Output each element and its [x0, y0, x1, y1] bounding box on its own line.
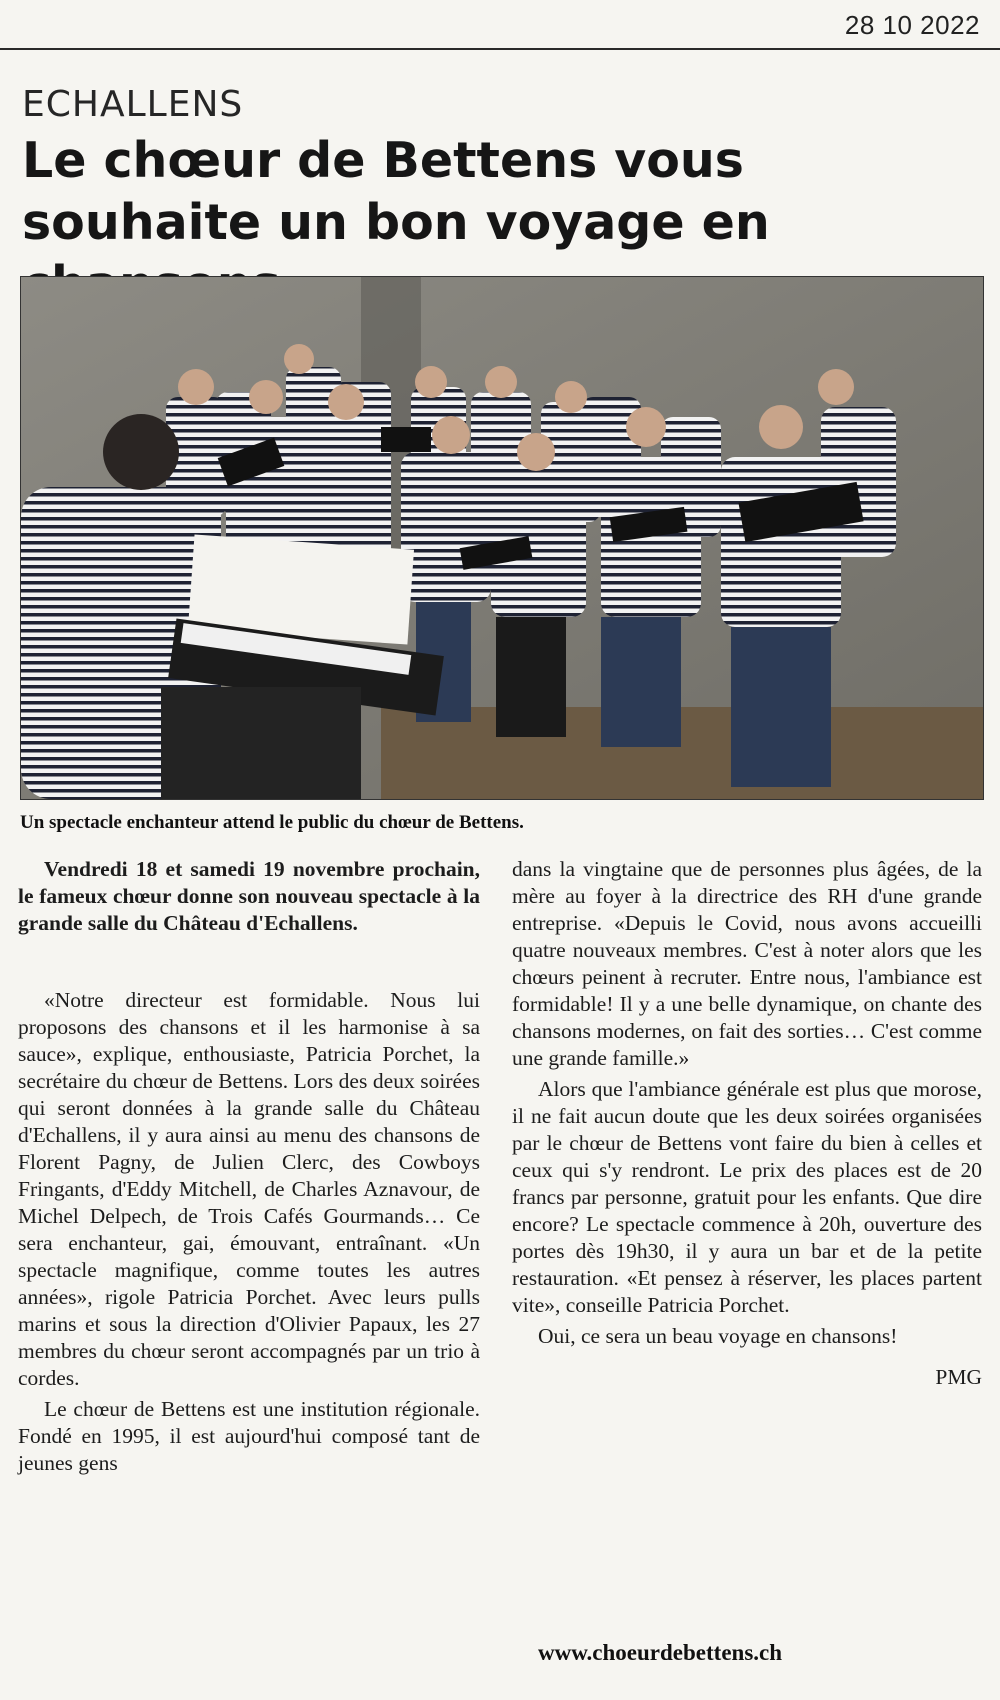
choir-photo — [20, 276, 984, 800]
author-signature: PMG — [935, 1365, 982, 1389]
header-rule — [0, 48, 1000, 50]
article-lead: Vendredi 18 et samedi 19 novembre prochain, le fameux chœur donne son nouveau spectacle à la grande salle du Château d'Echallens. — [18, 857, 480, 935]
body-paragraph: «Notre directeur est formidable. Nous lui proposons des chansons et il les harmonise à sa sauce», explique, enthousiaste, Patricia Porchet, la secrétaire du chœur de Bettens. Lors des deux soirées qui seront données à la grande salle du Château d'Echallens, il y aura ainsi au menu des chansons de Florent Pagny, de Julien Clerc, des Cowboys Fringants, d'Eddy Mitchell, de Charles Aznavour, de Michel Delpech, de Trois Cafés Gourmands… Ce sera enchanteur, gai, émouvant, entraînant. «Un spectacle magnifique, comme toutes les autres années», rigole Patricia Porchet. Avec leurs pulls marins et sous la direction d'Olivier Papaux, les 27 membres du chœur seront accompagnés par un trio à cordes. — [18, 988, 480, 1390]
article-column-right — [512, 856, 982, 1391]
article-kicker: ECHALLENS — [22, 84, 244, 125]
photo-caption: Un spectacle enchanteur attend le public du chœur de Bettens. — [20, 812, 524, 833]
publication-date: 28 10 2022 — [844, 10, 980, 40]
body-paragraph: Oui, ce sera un beau voyage en chansons! — [538, 1324, 898, 1348]
article-column-left — [18, 856, 480, 1481]
website-link: www.choeurdebettens.ch — [538, 1640, 783, 1665]
body-paragraph: Alors que l'ambiance générale est plus que morose, il ne fait aucun doute que les deux soirées organisées par le chœur de Bettens vont faire du bien à celles et ceux qui s'y rendront. Le prix des places est de 20 francs par personne, gratuit pour les enfants. Que dire encore? Le spectacle commence à 20h, ouverture des portes dès 19h30, il y aura un bar et de la petite restauration. «Et pensez à réserver, les places partent vite», conseille Patricia Porchet. — [512, 1077, 982, 1317]
article-headline: Le chœur de Bettens vous souhaite un bon voyage en — [22, 132, 770, 251]
body-paragraph: dans la vingtaine que de personnes plus âgées, de la mère au foyer à la directrice des RH d'une grande entreprise. «Depuis le Covid, nous avons accueilli quatre nouveaux membres. C'est à noter alors que les chœurs peinent à recruter. Entre nous, l'ambiance est formidable! Il y a une belle dynamique, on chante des chansons modernes, on fait des sorties… C'est comme une grande famille.» — [512, 857, 982, 1070]
body-paragraph: Le chœur de Bettens est une institution régionale. Fondé en 1995, il est aujourd'hui composé tant de jeunes gens — [18, 1397, 480, 1475]
